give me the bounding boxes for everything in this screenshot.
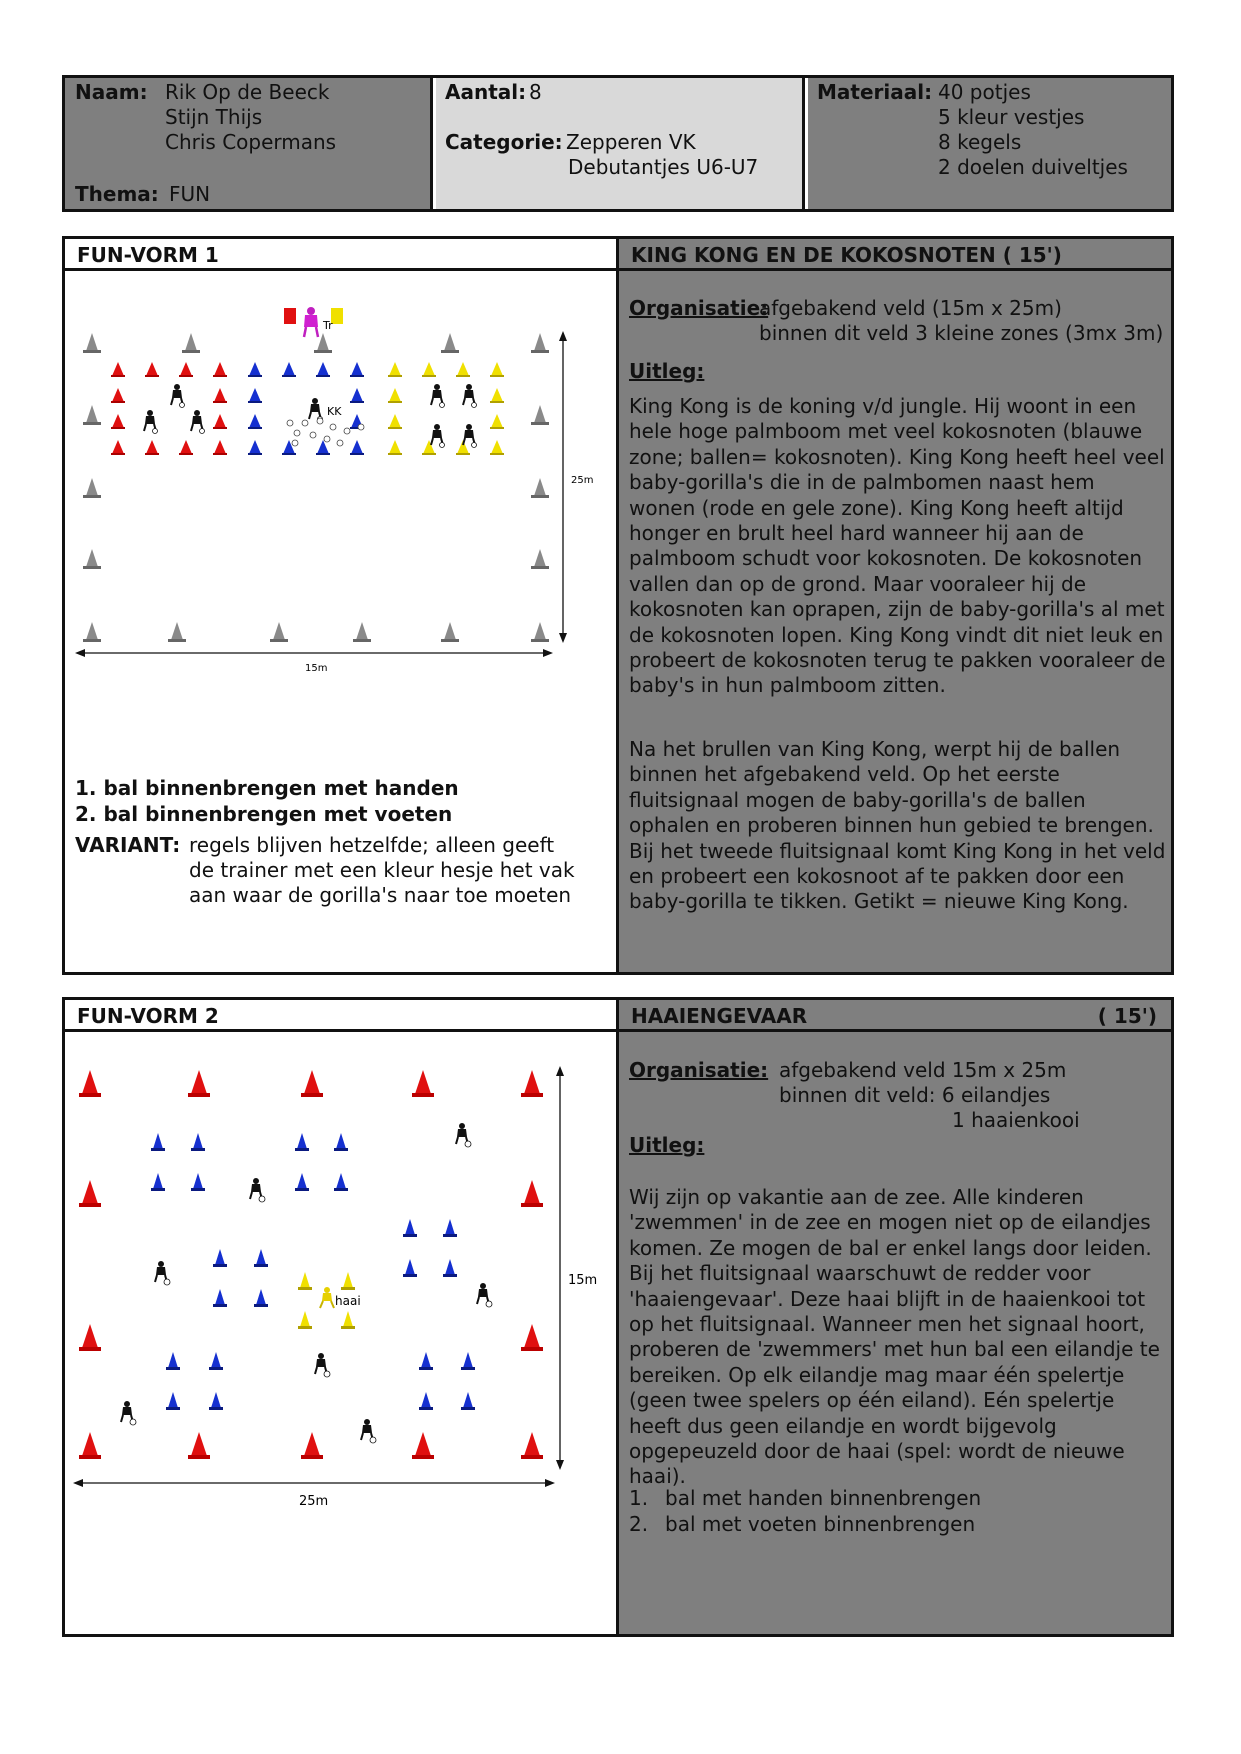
kk-label: KK: [327, 405, 342, 418]
side-label: 15m: [568, 1273, 598, 1288]
header-materiaal-cell: [808, 78, 1171, 209]
funvorm1-title: FUN-VORM 1: [65, 239, 616, 271]
funvorm2-left: [65, 1000, 619, 1634]
name-2: Stijn Thijs: [165, 105, 263, 129]
blue-zone: [248, 362, 364, 455]
funvorm1-left: [65, 239, 619, 972]
island-2: [295, 1133, 348, 1191]
funvorm2-duration: ( 15'): [1097, 1004, 1157, 1028]
naam-label: Naam:: [75, 80, 148, 104]
uitleg-label: Uitleg:: [629, 359, 705, 383]
island-4: [403, 1219, 457, 1277]
funvorm2-diagram: [65, 1032, 616, 1592]
red-vest: [284, 308, 296, 324]
island-5: [166, 1352, 223, 1410]
materiaal-line-3: 8 kegels: [938, 130, 1022, 154]
variant-line-2: de trainer met een kleur hesje het vak: [189, 858, 575, 882]
thema-value: FUN: [169, 182, 211, 206]
variant-label: VARIANT:: [75, 833, 181, 857]
funvorm1-game-title: KING KONG EN DE KOKOSNOTEN ( 15'): [619, 239, 1171, 271]
haai-label: haai: [335, 1294, 361, 1308]
funvorm2-game-header: [619, 1000, 1171, 1032]
organisatie-label: Organisatie:: [629, 296, 769, 320]
materiaal-line-4: 2 doelen duiveltjes: [938, 155, 1128, 179]
funvorm2-right: [619, 1000, 1171, 1634]
step-1: 1. bal binnenbrengen met handen: [75, 776, 459, 800]
trainer-label: Tr: [323, 319, 333, 332]
list2-num-1: 1.: [629, 1486, 649, 1510]
island-3: [213, 1249, 268, 1307]
island-1: [151, 1133, 205, 1191]
name-3: Chris Copermans: [165, 130, 337, 154]
bottom-label: 25m: [299, 1494, 329, 1509]
variant-line-1: regels blijven hetzelfde; alleen geeft: [189, 833, 555, 857]
organisatie2-line-3: 1 haaienkooi: [952, 1108, 1080, 1132]
shark: [320, 1287, 334, 1308]
trainer: [304, 307, 318, 337]
yellow-zone: [388, 362, 504, 455]
categorie-line-1: Zepperen VK: [566, 130, 696, 154]
step-2: 2. bal binnenbrengen met voeten: [75, 802, 453, 826]
funvorm1-diagram: [65, 271, 616, 741]
thema-label: Thema:: [75, 182, 159, 206]
variant-line-3: aan waar de gorilla's naar toe moeten: [189, 883, 572, 907]
list2-item-1: bal met handen binnenbrengen: [665, 1486, 982, 1510]
organisatie2-line-2: binnen dit veld: 6 eilandjes: [779, 1083, 1051, 1107]
name-1: Rik Op de Beeck: [165, 80, 330, 104]
materiaal-line-2: 5 kleur vestjes: [938, 105, 1085, 129]
aantal-label: Aantal:: [445, 80, 527, 104]
organisatie-line-1: afgebakend veld (15m x 25m): [759, 296, 1062, 320]
uitleg-paragraph-1: King Kong is de koning v/d jungle. Hij woont in een hele hoge palmboom met veel kokosnoten (blauwe zone; ballen= kokosnoten). King Kong heeft heel veel baby-gorilla's die in de palmbomen naast hem wonen (rode en gele zone). King Kong heeft altijd honger en brult heel hard wanneer hij aan de palmboom schudt voor kokosnoten. De kokosnoten vallen dan op de grond. Maar vooraleer hij de kokosnoten kan oprapen, zijn de baby-gorilla's al met de kokosnoten lopen. King Kong vindt dit niet leuk en probeert de kokosnoten terug te pakken vooraleer de baby's in hun palmboom zitten.: [629, 394, 1166, 698]
list2-item-2: bal met voeten binnenbrengen: [665, 1512, 976, 1536]
aantal-value: 8: [529, 80, 542, 104]
funvorm1-right: [619, 239, 1171, 972]
organisatie2-line-1: afgebakend veld 15m x 25m: [779, 1058, 1067, 1082]
red-zone: [111, 362, 227, 455]
organisatie-line-2: binnen dit veld 3 kleine zones (3mx 3m): [759, 321, 1164, 345]
header-aantal-cell: [436, 78, 805, 209]
uitleg2-paragraph: Wij zijn op vakantie aan de zee. Alle kinderen 'zwemmen' in de zee en mogen niet op de eilandjes komen. Ze mogen de bal er enkel langs door leiden. Bij het fluitsignaal waarschuwt de redder voor 'haaiengevaar'. Deze haai blijft in de haaienkooi tot op het fluitsignaal. Wanneer men het signaal hoort, proberen de 'zwemmers' met hun bal een eilandje te bereiken. Op elk eilandje mag maar één spelertje (geen twee spelers op één eiland). Eén spelertje heeft dus geen eilandje en wordt bijgevolg opgepeuzeld door de haai (spel: wordt de nieuwe haai).: [629, 1185, 1160, 1489]
categorie-label: Categorie:: [445, 130, 563, 154]
materiaal-label: Materiaal:: [817, 80, 933, 104]
funvorm2-title: FUN-VORM 2: [65, 1000, 616, 1032]
materiaal-line-1: 40 potjes: [938, 80, 1031, 104]
uitleg-paragraph-2: Na het brullen van King Kong, werpt hij de ballen binnen het afgebakend veld. Op het eerste fluitsignaal mogen de baby-gorilla's de ballen ophalen en proberen binnen hun gebied te brengen. Bij het tweede fluitsignaal komt King Kong in het veld en probeert een kokosnoot af te pakken door een baby-gorilla te tikken. Getikt = nieuwe King Kong.: [629, 737, 1166, 914]
island-6: [419, 1352, 475, 1410]
header-naam-cell: [65, 78, 433, 209]
list2-num-2: 2.: [629, 1512, 649, 1536]
len-label: 25m: [571, 475, 594, 486]
yellow-vest: [331, 308, 343, 324]
width-label: 15m: [305, 663, 328, 674]
funvorm2-game-title: HAAIENGEVAAR: [631, 1004, 808, 1028]
uitleg2-label: Uitleg:: [629, 1133, 705, 1157]
categorie-line-2: Debutantjes U6-U7: [568, 155, 759, 179]
organisatie2-label: Organisatie:: [629, 1058, 769, 1082]
